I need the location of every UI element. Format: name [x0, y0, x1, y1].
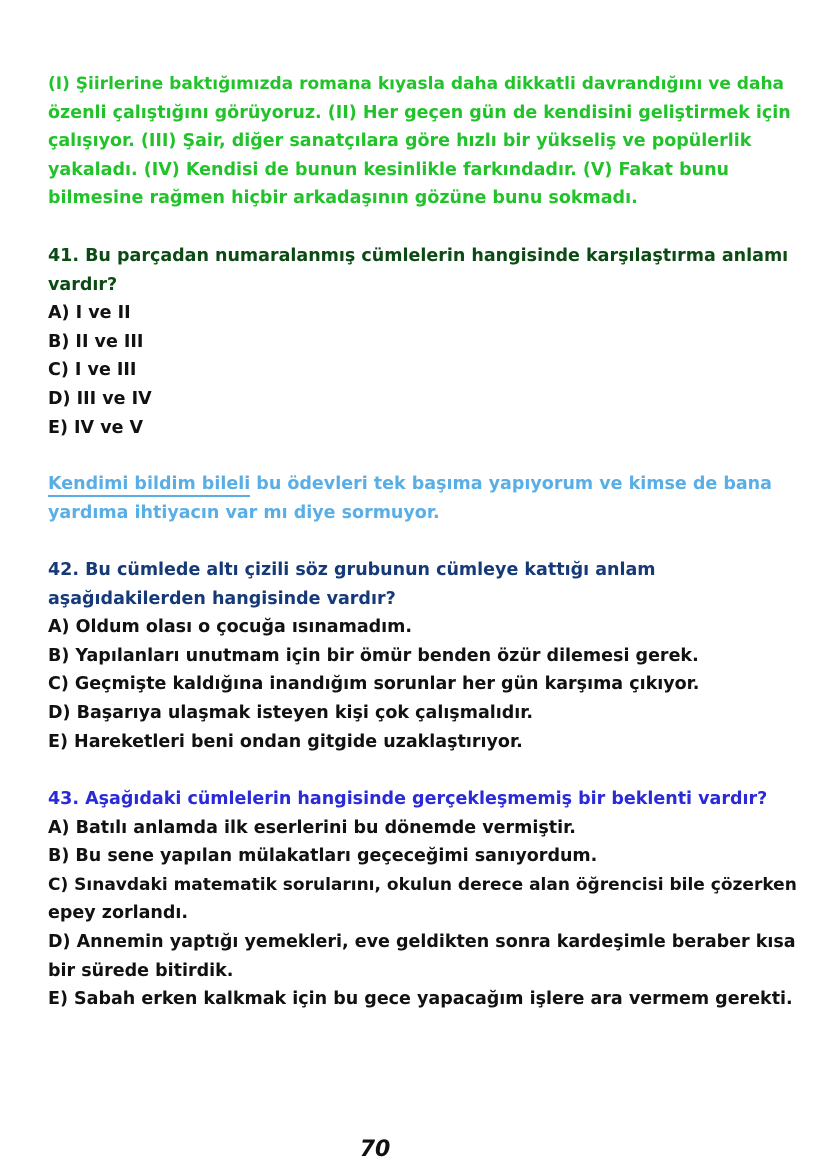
passage-1-line: bilmesine rağmen hiçbir arkadaşının gözüne bunu sokmadı.: [48, 188, 638, 209]
question-43-option-c: C) Sınavdaki matematik sorularını, okulun derece alan öğrencisi bile çözerken: [48, 874, 797, 895]
question-42-option-a: A) Oldum olası o çocuğa ısınamadım.: [48, 617, 413, 638]
question-41-option-b: B) II ve III: [48, 331, 144, 352]
question-43-option-b: B) Bu sene yapılan mülakatları geçeceğimi sanıyordum.: [48, 846, 598, 867]
passage-1-line: çalışıyor. (III) Şair, diğer sanatçılara göre hızlı bir yükseliş ve popülerlik: [48, 131, 752, 152]
question-42: [48, 556, 798, 756]
underlined-phrase: Kendimi bildim bileli: [48, 474, 250, 497]
question-41-option-c: C) I ve III: [48, 360, 137, 381]
question-41-option-e: E) IV ve V: [48, 417, 144, 438]
question-42-option-b: B) Yapılanları unutmam için bir ömür benden özür dilemesi gerek.: [48, 645, 699, 666]
passage-1-line: özenli çalıştığını görüyoruz. (II) Her geçen gün de kendisini geliştirmek için: [48, 102, 791, 123]
question-42-option-e: E) Hareketleri beni ondan gitgide uzaklaştırıyor.: [48, 731, 523, 752]
question-41-stem: vardır?: [48, 274, 118, 295]
passage-1: [48, 70, 798, 213]
passage-2-line: [48, 470, 798, 499]
question-43-stem: 43. Aşağıdaki cümlelerin hangisinde gerçekleşmemiş bir beklenti vardır?: [48, 789, 768, 809]
question-41-option-a: A) I ve II: [48, 303, 131, 324]
question-42-stem: 42. Bu cümlede altı çizili söz grubunun cümleye kattığı anlam: [48, 560, 656, 580]
question-43-option-c-cont: epey zorlandı.: [48, 903, 189, 924]
question-43: [48, 785, 798, 1014]
question-41-stem: 41. Bu parçadan numaralanmış cümlelerin hangisinde karşılaştırma anlamı: [48, 246, 789, 266]
question-41-option-d: D) III ve IV: [48, 388, 152, 409]
question-43-option-e: E) Sabah erken kalkmak için bu gece yapacağım işlere ara vermem gerekti.: [48, 989, 793, 1010]
question-43-option-d: D) Annemin yaptığı yemekleri, eve geldikten sonra kardeşimle beraber kısa: [48, 931, 796, 952]
question-43-option-a: A) Batılı anlamda ilk eserlerini bu dönemde vermiştir.: [48, 817, 576, 838]
page-number: 70: [359, 1137, 391, 1162]
passage-2-line: yardıma ihtiyacın var mı diye sormuyor.: [48, 502, 440, 523]
question-41: [48, 242, 798, 442]
question-42-option-d: D) Başarıya ulaşmak isteyen kişi çok çalışmalıdır.: [48, 702, 534, 723]
passage-1-line: (I) Şiirlerine baktığımızda romana kıyasla daha dikkatli davrandığını ve daha: [48, 74, 785, 94]
question-42-option-c: C) Geçmişte kaldığına inandığım sorunlar her gün karşıma çıkıyor.: [48, 674, 700, 695]
question-43-option-d-cont: bir sürede bitirdik.: [48, 960, 234, 981]
passage-1-line: yakaladı. (IV) Kendisi de bunun kesinlikle farkındadır. (V) Fakat bunu: [48, 159, 730, 180]
passage-2: [48, 470, 798, 527]
question-42-stem: aşağıdakilerden hangisinde vardır?: [48, 588, 396, 609]
passage-2-line1-rest: bu ödevleri tek başıma yapıyorum ve kimse de bana: [250, 474, 772, 494]
